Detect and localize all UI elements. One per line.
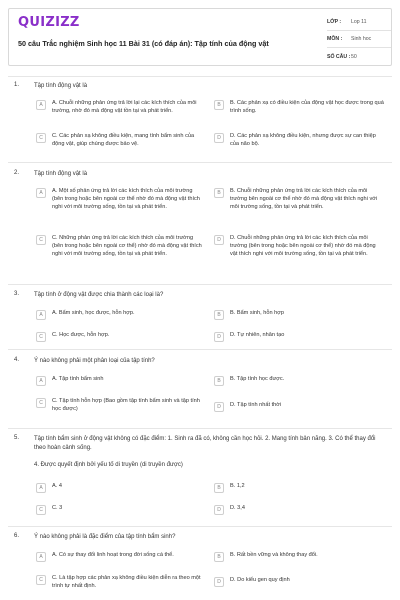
meta-value: Sinh hoc bbox=[351, 36, 372, 42]
meta-row-subject bbox=[327, 31, 391, 48]
option-box[interactable]: D bbox=[214, 332, 224, 342]
option-box[interactable]: A bbox=[36, 188, 46, 198]
option-box[interactable]: A bbox=[36, 310, 46, 320]
option-box[interactable]: C bbox=[36, 505, 46, 515]
option-text: C. Là tập hợp các phản xạ không điều kiện diễn ra theo một trình tự nhất định. bbox=[52, 575, 201, 590]
question-text: Ý nào không phải một phân loại của tập tính? bbox=[34, 358, 155, 364]
option-box[interactable]: C bbox=[36, 133, 46, 143]
option-b[interactable] bbox=[214, 99, 384, 115]
meta-row-class bbox=[327, 14, 391, 31]
option-text: D. Các phản xạ không điều kiện, nhưng được sự can thiệp của não bộ. bbox=[230, 133, 376, 148]
option-a[interactable] bbox=[36, 375, 204, 386]
option-box[interactable]: C bbox=[36, 398, 46, 408]
option-d[interactable] bbox=[214, 576, 384, 587]
option-b[interactable] bbox=[214, 551, 384, 562]
option-box[interactable]: B bbox=[214, 483, 224, 493]
option-b[interactable] bbox=[214, 187, 384, 211]
option-text: B. Rất bền vững và không thay đổi. bbox=[230, 552, 318, 558]
option-c[interactable] bbox=[36, 331, 204, 342]
option-box[interactable]: A bbox=[36, 552, 46, 562]
option-box[interactable]: D bbox=[214, 235, 224, 245]
option-c[interactable] bbox=[36, 504, 204, 515]
question-subtext: 4. Được quyết định bởi yếu tố di truyền (di truyền được) bbox=[34, 462, 183, 468]
option-box[interactable]: A bbox=[36, 100, 46, 110]
document-title: 50 câu Trắc nghiệm Sinh học 11 Bài 31 (có đáp án): Tập tính của động vật bbox=[18, 39, 269, 48]
question-text: Tập tính ở động vật được chia thành các loại là? bbox=[34, 292, 164, 298]
question-text: Ý nào không phải là đặc điểm của tập tính bẩm sinh? bbox=[34, 534, 176, 540]
option-a[interactable] bbox=[36, 187, 204, 211]
option-text: C. Tập tính hỗn hợp (Bao gồm tập tính bẩm sinh và tập tính học được) bbox=[52, 398, 200, 413]
option-text: A. Tập tính bẩm sinh bbox=[52, 376, 104, 382]
question-number: 5. bbox=[14, 435, 20, 441]
option-box[interactable]: B bbox=[214, 310, 224, 320]
option-text: D. Tập tính nhất thời bbox=[230, 402, 282, 408]
option-c[interactable] bbox=[36, 574, 204, 590]
divider bbox=[8, 428, 392, 429]
option-box[interactable]: A bbox=[36, 483, 46, 493]
option-b[interactable] bbox=[214, 375, 384, 386]
question-text: Tập tính bẩm sinh ở động vật không có đặc điểm: 1. Sinh ra đã có, không cần học hỏi. 2. Mang tính bản năng. 3. Có thể thay đổi theo hoàn cảnh sống. bbox=[34, 436, 376, 451]
question-number: 1. bbox=[14, 82, 20, 88]
option-text: B. Bẩm sinh, hỗn hợp bbox=[230, 310, 285, 316]
option-d[interactable] bbox=[214, 331, 384, 342]
option-a[interactable] bbox=[36, 99, 204, 115]
option-box[interactable]: C bbox=[36, 332, 46, 342]
option-box[interactable]: D bbox=[214, 505, 224, 515]
option-text: D. 3,4 bbox=[230, 505, 245, 511]
option-box[interactable]: C bbox=[36, 235, 46, 245]
option-text: B. Chuỗi những phản ứng trả lời các kích thích của môi trường bên ngoài cơ thể nhờ đó mà động vật thích nghi với môi trường sống, tồn tại và phát triển. bbox=[230, 188, 378, 211]
meta-value: Lop 11 bbox=[351, 19, 367, 25]
option-text: D. Chuỗi những phản ứng trả lời các kích thích của môi trường (bên trong hoặc bên ngoài cơ thể) nhờ đó mà động vật thích nghi với môi trường sống, tồn tại và phát triển. bbox=[230, 235, 376, 258]
option-a[interactable] bbox=[36, 482, 204, 493]
question-text: Tập tính động vật là bbox=[34, 171, 88, 177]
meta-value: 50 bbox=[351, 53, 357, 60]
option-d[interactable] bbox=[214, 234, 384, 258]
option-text: C. Các phản xạ không điều kiện, mang tính bẩm sinh của động vật, giúp chúng được bảo vệ. bbox=[52, 133, 195, 148]
divider bbox=[8, 349, 392, 350]
question-number: 4. bbox=[14, 357, 20, 363]
option-text: A. Chuỗi những phản ứng trả lời lại các kích thích của môi trường, nhờ đó mà động vật tồn tại và phát triển. bbox=[52, 100, 197, 115]
meta-table bbox=[327, 14, 391, 65]
option-text: A. Bẩm sinh, học được, hỗn hợp. bbox=[52, 310, 135, 316]
option-c[interactable] bbox=[36, 397, 204, 413]
meta-row-count bbox=[327, 48, 391, 65]
option-text: C. Những phản ứng trả lời các kích thích của môi trường (bên trong hoặc bên ngoài cơ thể) nhờ đó mà động vật thích nghi với môi trường sống, tồn tại và phát triển. bbox=[52, 235, 202, 258]
option-a[interactable] bbox=[36, 551, 204, 562]
divider bbox=[8, 162, 392, 163]
divider bbox=[8, 526, 392, 527]
option-d[interactable] bbox=[214, 132, 384, 148]
option-box[interactable]: D bbox=[214, 577, 224, 587]
option-text: D. Tự nhiên, nhân tạo bbox=[230, 332, 285, 338]
meta-label: MÔN : bbox=[327, 36, 343, 42]
document-header bbox=[8, 8, 392, 66]
option-b[interactable] bbox=[214, 309, 384, 320]
option-box[interactable]: B bbox=[214, 552, 224, 562]
option-text: B. Tập tính học được. bbox=[230, 376, 285, 382]
question-number: 3. bbox=[14, 291, 20, 297]
option-c[interactable] bbox=[36, 234, 204, 258]
option-text: B. 1,2 bbox=[230, 483, 245, 489]
option-c[interactable] bbox=[36, 132, 204, 148]
option-d[interactable] bbox=[214, 504, 384, 515]
option-d[interactable] bbox=[214, 401, 384, 412]
option-b[interactable] bbox=[214, 482, 384, 493]
option-box[interactable]: B bbox=[214, 376, 224, 386]
option-text: D. Do kiểu gen quy định bbox=[230, 577, 290, 583]
option-box[interactable]: D bbox=[214, 402, 224, 412]
question-number: 6. bbox=[14, 533, 20, 539]
meta-label: SỐ CÂU : bbox=[327, 53, 351, 60]
option-text: C. 3 bbox=[52, 505, 63, 511]
option-box[interactable]: D bbox=[214, 133, 224, 143]
meta-label: LỚP : bbox=[327, 19, 342, 25]
option-box[interactable]: B bbox=[214, 188, 224, 198]
option-a[interactable] bbox=[36, 309, 204, 320]
divider bbox=[8, 284, 392, 285]
quizizz-logo: QUIZIZZ bbox=[18, 15, 80, 30]
question-number: 2. bbox=[14, 170, 20, 176]
option-box[interactable]: A bbox=[36, 376, 46, 386]
option-text: A. 4 bbox=[52, 483, 62, 489]
option-box[interactable]: C bbox=[36, 575, 46, 585]
option-text: B. Các phản xạ có điều kiện của động vật học được trong quá trình sống. bbox=[230, 100, 384, 115]
option-text: A. Một số phản ứng trả lời các kích thích của môi trường (bên trong hoặc bên ngoài cơ thể nhờ đó mà động vật thích nghi với môi trường sống, tồn tại và phát triển. bbox=[52, 188, 200, 211]
option-text: A. Có sự thay đổi linh hoạt trong đời sống cá thể. bbox=[52, 552, 174, 558]
option-text: C. Học được, hỗn hợp. bbox=[52, 332, 110, 338]
question-text: Tập tính động vật là bbox=[34, 83, 88, 89]
divider bbox=[8, 76, 392, 77]
option-box[interactable]: B bbox=[214, 100, 224, 110]
